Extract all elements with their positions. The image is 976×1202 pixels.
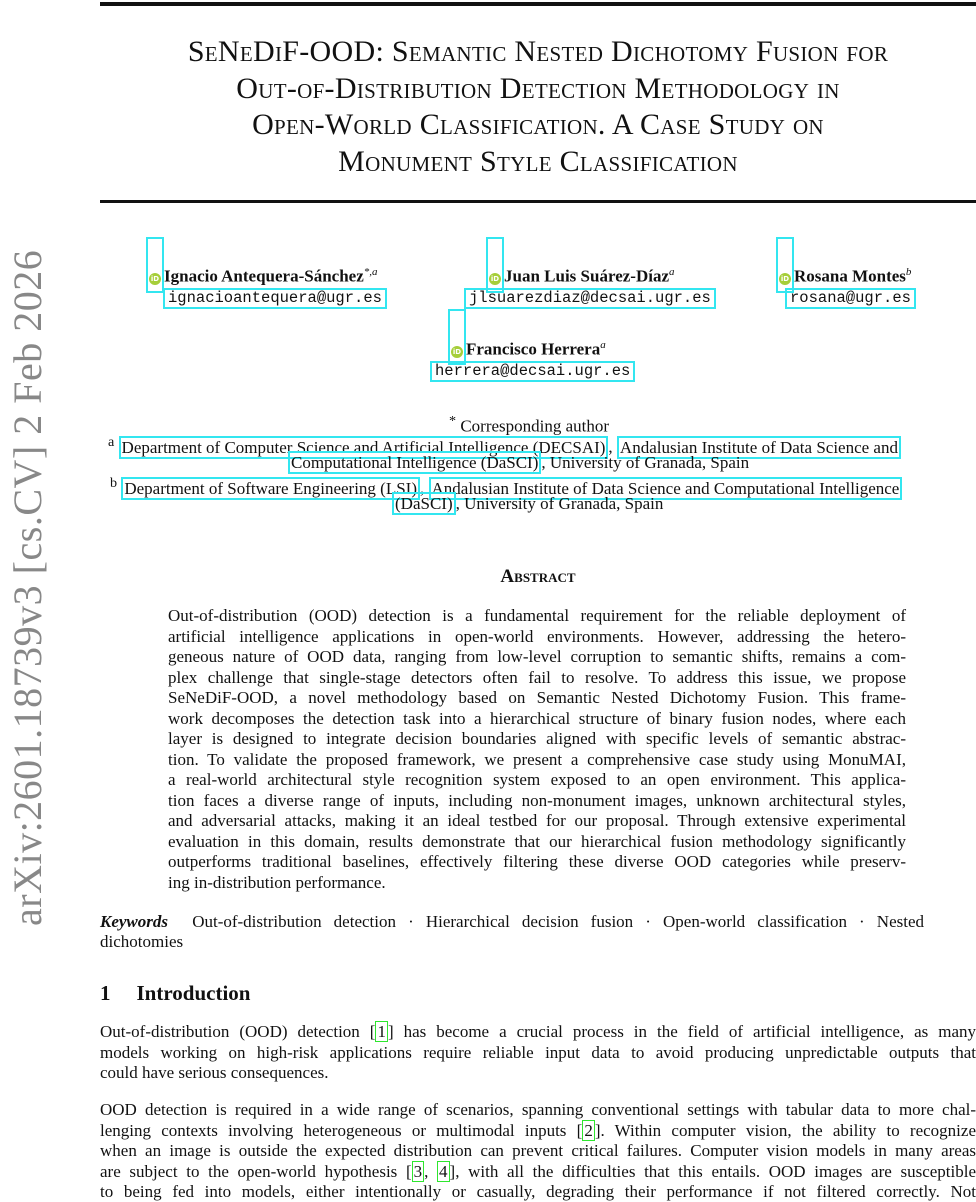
paragraph-line: when an image is outside the expected distribution can prevent critical failures. Computer vision models in many areas — [100, 1141, 976, 1160]
abstract-line: a real-world architectural style recognition system exposed to an open environment. This applica- — [168, 770, 906, 789]
affiliation-a: $^a$ Department of Computer Science and Artificial Intelligence (DECSAI) , Andalusian Institute of Data Science and — [108, 432, 901, 458]
title-line: Open-World Classification. A Case Study on — [252, 108, 824, 141]
citation-link[interactable]: 3 — [413, 1161, 423, 1181]
affiliation-link[interactable]: Andalusian Institute of Data Science and — [617, 436, 901, 459]
affiliation-link[interactable]: Computational Intelligence (DaSCI) — [288, 451, 541, 474]
abstract-line: outperforms traditional baselines, effectively filtering these diverse OOD categories while preserv- — [168, 852, 906, 871]
keywords-line: Keywords Out-of-distribution detection · Hierarchical decision fusion · Open-world classification · Nested — [100, 912, 925, 931]
affiliation-link[interactable]: Andalusian Institute of Data Science and Computational Intelligence — [429, 477, 903, 500]
paper-title — [60, 34, 976, 180]
abstract-line: Out-of-distribution (OOD) detection is a fundamental requirement for the reliable deployment of — [168, 606, 906, 625]
affiliation-link[interactable]: (DaSCI) — [392, 492, 456, 515]
abstract-line: plex challenge that single-stage detectors often fail to resolve. To address this issue, we propose — [168, 667, 906, 687]
orcid-icon: iD — [490, 274, 500, 283]
affiliation-a-cont: Computational Intelligence (DaSCI) , University of Granada, Spain — [288, 453, 749, 473]
orcid-icon: iD — [452, 347, 462, 356]
affiliation-b: $^b$ Department of Software Engineering (LSI) , Andalusian Institute of Data Science and Computational Intelligence — [110, 473, 902, 499]
affiliation-link[interactable]: Department of Computer Science and Artificial Intelligence (DECSAI) — [119, 436, 609, 459]
abstract-line: and adversarial attacks, making it an ideal testbed for our proposal. Through extensive experimental — [168, 811, 906, 830]
paragraph-line: models working on high-risk applications require reliable input data to avoid producing unpredictable outputs that — [100, 1042, 976, 1062]
author-name: iD Francisco Herrera$^a$ — [452, 339, 606, 359]
citation-link[interactable]: 4 — [439, 1161, 448, 1181]
affiliation-link[interactable]: Department of Software Engineering (LSI) — [121, 477, 420, 500]
abstract-line: SeNeDiF-OOD, a novel methodology based on Semantic Nested Dichotomy Fusion. This frame- — [168, 688, 906, 707]
abstract-line: evaluation in this domain, results demonstrate that our hierarchical fusion methodology significantly — [168, 831, 906, 851]
paragraph-line: could have serious consequences. — [100, 1063, 329, 1082]
orcid-icon: iD — [150, 274, 160, 283]
abstract-line: layer is designed to integrate decision boundaries aligned with specific levels of semantic abstrac- — [168, 729, 906, 748]
paragraph-line: are subject to the open-world hypothesis [ 3 , 4 ], with all the difficulties that this entails. OOD images are susceptible — [100, 1161, 976, 1181]
abstract-line: geneous nature of OOD data, ranging from low-level corruption to semantic shifts, remains a com- — [168, 647, 906, 666]
author-name: iD Rosana Montes$^b$ — [780, 266, 912, 286]
author-name: iD Ignacio Antequera-Sánchez$^{*,a}$ — [150, 266, 378, 286]
title-line: SeNeDiF-OOD: Semantic Nested Dichotomy Fusion for — [187, 35, 889, 68]
title-top-rule — [100, 2, 976, 6]
citation-link[interactable]: 2 — [584, 1120, 593, 1140]
author-email-link[interactable]: jlsuarezdiaz@decsai.ugr.es — [464, 288, 716, 309]
abstract-line: ing in-distribution performance. — [168, 872, 386, 892]
affiliation-b-cont: (DaSCI) , University of Granada, Spain — [392, 494, 663, 514]
orcid-icon: iD — [780, 274, 790, 283]
arxiv-stamp: arXiv:2601.18739v3 [cs.CV] 2 Feb 2026 — [5, 249, 50, 926]
abstract-line: artificial intelligence applications in open-world environments. However, addressing the hetero- — [168, 626, 906, 646]
corresponding-author-note: * Corresponding author — [449, 413, 610, 436]
title-bottom-rule — [100, 200, 976, 203]
abstract-line: tion. To validate the proposed framework, we present a comprehensive case study using MonuMAI, — [168, 749, 906, 769]
title-line: Out-of-Distribution Detection Methodology in — [236, 71, 840, 105]
abstract-heading: Abstract — [500, 566, 576, 587]
author-email-link[interactable]: ignacioantequera@ugr.es — [163, 288, 387, 309]
paragraph-line: lenging contexts involving heterogeneous or multimodal inputs [ 2 ]. Within computer vision, the ability to recognize — [100, 1120, 976, 1140]
paragraph-line: OOD detection is required in a wide range of scenarios, spanning conventional settings with tabular data to more chal- — [100, 1100, 976, 1119]
citation-link[interactable]: 1 — [377, 1022, 386, 1041]
keywords-line: dichotomies — [100, 932, 184, 951]
abstract-line: tion faces a diverse range of inputs, including non-monument images, unknown architectural styles, — [168, 790, 906, 810]
title-line: Monument Style Classification — [338, 144, 738, 178]
paragraph-line: to being fed into models, either intentionally or casually, degrading their performance if not filtered correctly. Not — [100, 1182, 976, 1201]
section-heading: 1 Introduction — [100, 981, 251, 1005]
paragraph-line: Out-of-distribution (OOD) detection [ 1 ] has become a crucial process in the field of artificial intelligence, as many — [100, 1022, 976, 1041]
author-email-link[interactable]: herrera@decsai.ugr.es — [430, 361, 635, 382]
abstract-line: work decomposes the detection task into a hierarchical structure of binary fusion nodes, where each — [168, 708, 906, 728]
author-name: iD Juan Luis Suárez-Díaz$^a$ — [490, 266, 675, 286]
author-email-link[interactable]: rosana@ugr.es — [785, 288, 916, 309]
